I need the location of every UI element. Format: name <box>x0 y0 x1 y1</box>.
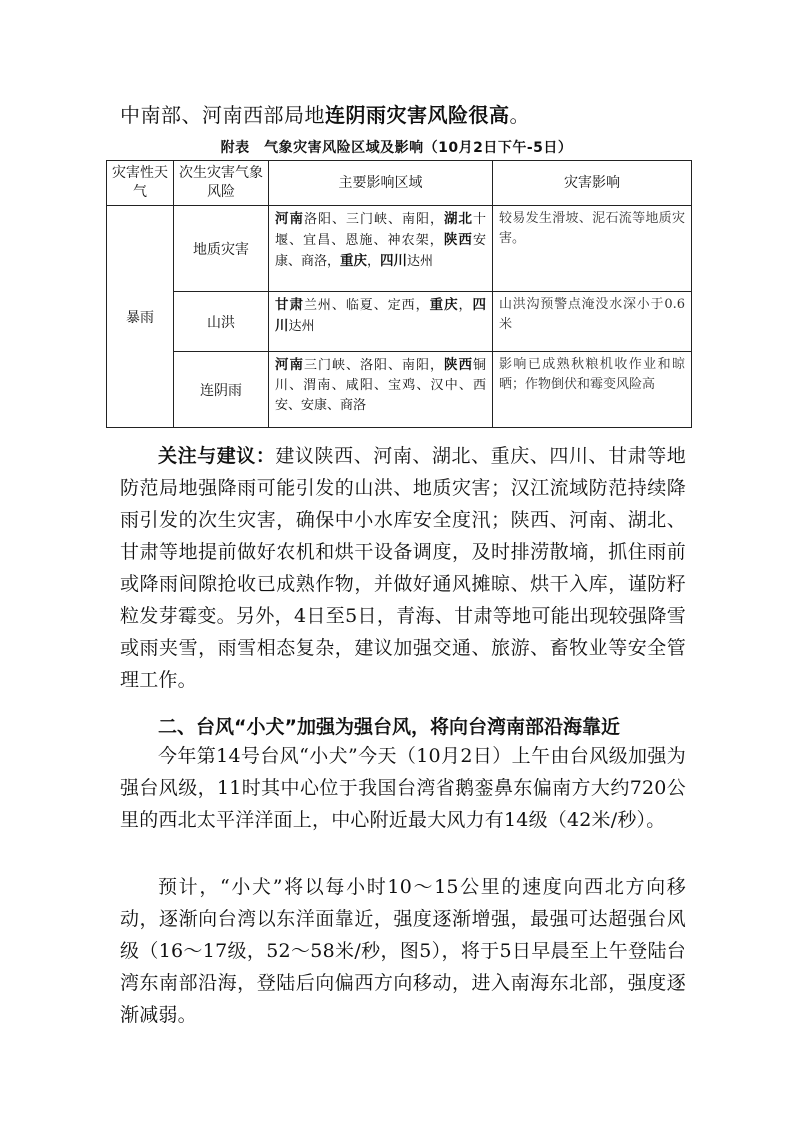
impact-cell: 较易发生滑坡、泥石流等地质灾害。 <box>493 206 692 292</box>
header-risk: 次生灾害气象风险 <box>174 161 269 206</box>
typhoon-paragraph-1: 今年第14号台风“小犬”今天（10月2日）上午由台风级加强为强台风级，11时其中心位于我国台湾省鹅銮鼻东偏南方大约720公里的西北太平洋洋面上，中心附近最大风力有14级（42米/秒）。 <box>120 745 686 831</box>
intro-end: 。 <box>509 103 530 127</box>
area-cell: 河南洛阳、三门峡、南阳，湖北十堰、宜昌、恩施、神农架，陕西安康、商洛，重庆，四川达州 <box>269 206 493 292</box>
impact-cell: 山洪沟预警点淹没水深小于0.6米 <box>493 292 692 352</box>
intro-line <box>120 100 680 130</box>
risk-table <box>106 160 692 428</box>
advice-lead: 关注与建议： <box>158 445 276 467</box>
intro-text: 中南部、河南西部局地 <box>120 103 325 127</box>
impact-cell: 影响已成熟秋粮机收作业和晾晒；作物倒伏和霉变风险高 <box>493 352 692 428</box>
risk-cell: 山洪 <box>174 292 269 352</box>
risk-cell: 地质灾害 <box>174 206 269 292</box>
intro-emphasis: 连阴雨灾害风险很高 <box>325 103 510 127</box>
table-row <box>107 206 692 292</box>
header-impact: 灾害影响 <box>493 161 692 206</box>
area-cell: 河南三门峡、洛阳、南阳，陕西铜川、渭南、咸阳、宝鸡、汉中、西安、安康、商洛 <box>269 352 493 428</box>
risk-cell: 连阴雨 <box>174 352 269 428</box>
advice-text: 建议陕西、河南、湖北、重庆、四川、甘肃等地防范局地强降雨可能引发的山洪、地质灾害；汉江流域防范持续降雨引发的次生灾害，确保中小水库安全度汛；陕西、河南、湖北、甘肃等地提前做好农机和烘干设备调度，及时排涝散墒，抓住雨前或降雨间隙抢收已成熟作物，并做好通风摊晾、烘干入库，谨防籽粒发芽霉变。另外，4日至5日，青海、甘肃等地可能出现较强降雪或雨夹雪，雨雪相态复杂，建议加强交通、旅游、畜牧业等安全管理工作。 <box>120 445 687 691</box>
area-cell: 甘肃兰州、临夏、定西，重庆，四川达州 <box>269 292 493 352</box>
table-row <box>107 292 692 352</box>
advice-paragraph <box>120 440 686 696</box>
weather-cell: 暴雨 <box>107 206 174 428</box>
header-weather: 灾害性天气 <box>107 161 174 206</box>
header-area: 主要影响区域 <box>269 161 493 206</box>
table-header-row <box>107 161 692 206</box>
table-row <box>107 352 692 428</box>
table-title: 附表 气象灾害风险区域及影响（10月2日下午-5日） <box>220 140 573 156</box>
section-heading: 二、台风“小犬”加强为强台风，将向台湾南部沿海靠近 <box>158 716 620 738</box>
typhoon-paragraph-2: 预计，“小犬”将以每小时10～15公里的速度向西北方向移动，逐渐向台湾以东洋面靠近，强度逐渐增强，最强可达超强台风级（16～17级，52～58米/秒，图5），将于5日早晨至上午登陆台湾东南部沿海，登陆后向偏西方向移动，进入南海东北部，强度逐渐减弱。 <box>120 876 686 1026</box>
